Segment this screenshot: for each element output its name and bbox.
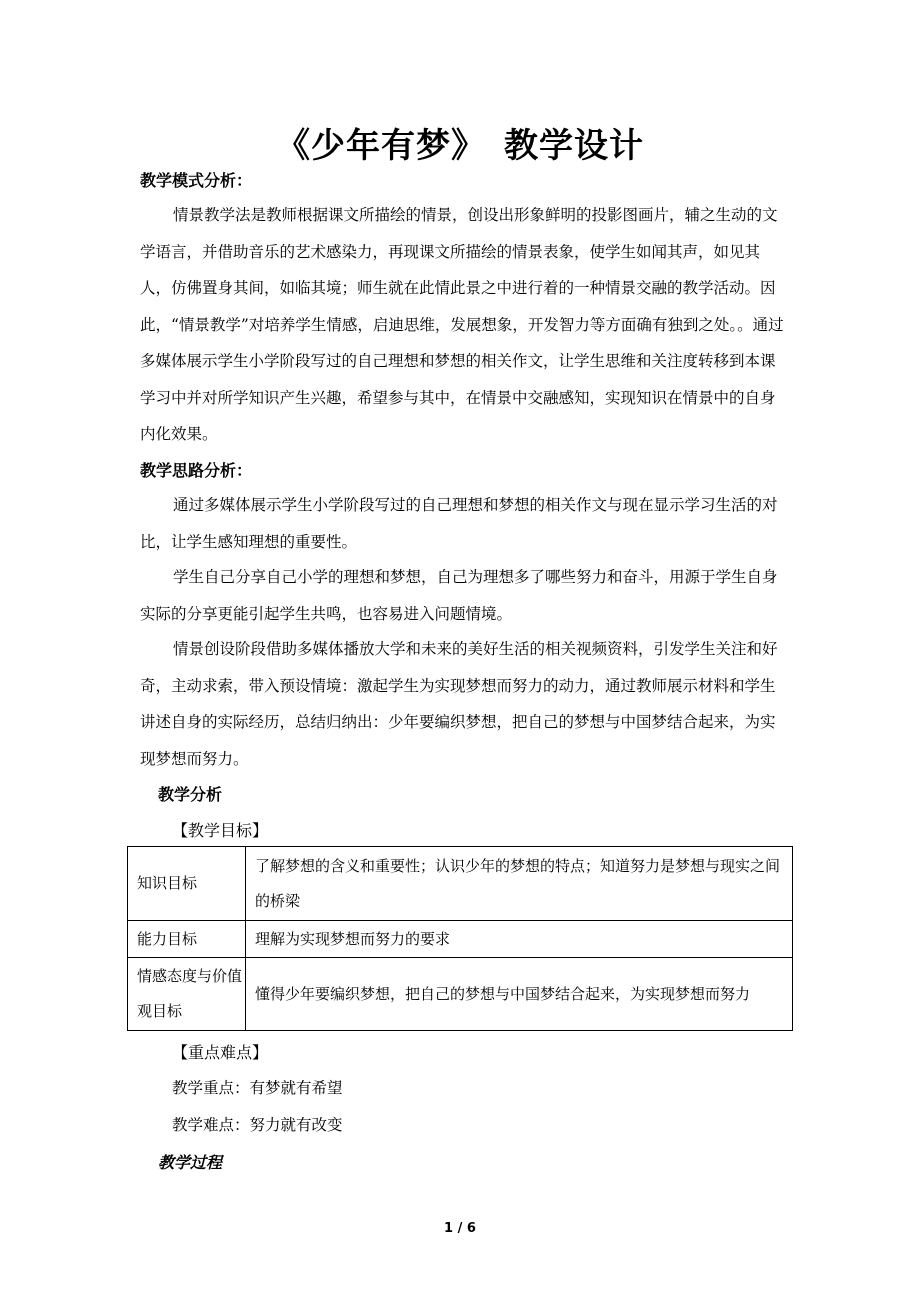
difficult-point: 教学难点：努力就有改变 xyxy=(172,1116,343,1134)
paragraph-approach-1: 通过多媒体展示学生小学阶段写过的自己理想和梦想的相关作文与现在显示学习生活的对比，让学生感知理想的重要性。 xyxy=(140,496,778,551)
paragraph-approach-2: 学生自己分享自己小学的理想和梦想，自己为理想多了哪些努力和奋斗，用源于学生自身实际的分享更能引起学生共鸣，也容易进入问题情境。 xyxy=(140,568,778,623)
goals-table xyxy=(127,846,793,1031)
paragraph-teaching-mode: 情景教学法是教师根据课文所描绘的情景，创设出形象鲜明的投影图画片，辅之生动的文学语言，并借助音乐的艺术感染力，再现课文所描绘的情景表象，使学生如闻其声，如见其人，仿佛置身其间，如临其境；师生就在此情此景之中进行着的一种情景交融的教学活动。因此，“情景教学”对培养学生情感，启迪思维，发展想象，开发智力等方面确有独到之处。。通过多媒体展示学生小学阶段写过的自己理想和梦想的相关作文，让学生思维和关注度转移到本课学习中并对所学知识产生兴趣，希望参与其中，在情景中交融感知，实现知识在情景中的自身内化效果。 xyxy=(140,206,784,443)
table-row xyxy=(128,847,793,921)
goal-label: 情感态度与价值观目标 xyxy=(128,958,246,1031)
paragraph-approach-3: 情景创设阶段借助多媒体播放大学和未来的美好生活的相关视频资料，引发学生关注和好奇，主动求索，带入预设情境：激起学生为实现梦想而努力的动力，通过教师展示材料和学生讲述自身的实际经历，总结归纳出：少年要编织梦想，把自己的梦想与中国梦结合起来，为实现梦想而努力。 xyxy=(140,640,778,768)
heading-teaching-analysis: 教学分析 xyxy=(158,785,223,804)
table-row xyxy=(128,958,793,1031)
keypoints-label: 【重点难点】 xyxy=(172,1043,269,1062)
goals-label: 【教学目标】 xyxy=(172,821,269,840)
heading-teaching-process: 教学过程 xyxy=(158,1153,223,1172)
document-title: 《少年有梦》 教学设计 xyxy=(276,126,644,166)
goal-text: 理解为实现梦想而努力的要求 xyxy=(246,921,793,958)
heading-teaching-mode: 教学模式分析： xyxy=(140,171,253,190)
heading-teaching-approach: 教学思路分析： xyxy=(140,461,253,480)
goal-text: 懂得少年要编织梦想，把自己的梦想与中国梦结合起来，为实现梦想而努力 xyxy=(246,958,793,1031)
page-number: 1 / 6 xyxy=(444,1221,476,1236)
table-row xyxy=(128,921,793,958)
key-point: 教学重点：有梦就有希望 xyxy=(172,1079,343,1097)
goal-label: 能力目标 xyxy=(128,921,246,958)
goal-text: 了解梦想的含义和重要性；认识少年的梦想的特点；知道努力是梦想与现实之间的桥梁 xyxy=(246,847,793,921)
goal-label: 知识目标 xyxy=(128,847,246,921)
